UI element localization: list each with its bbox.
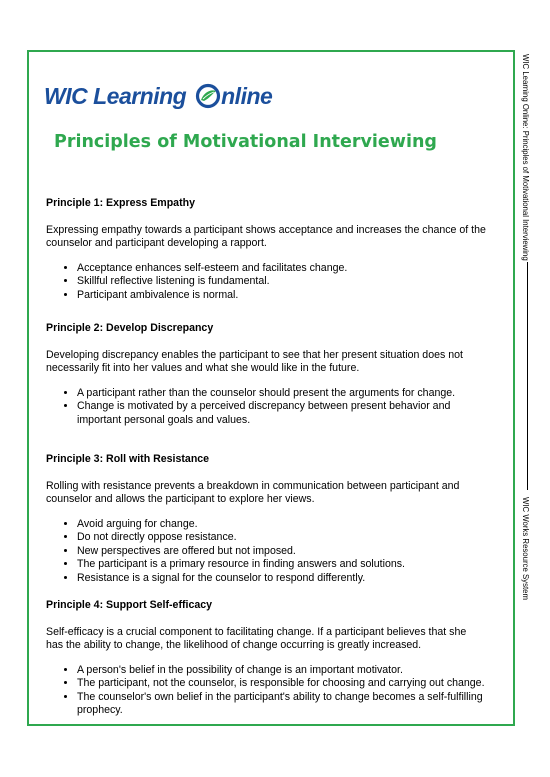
principle-bullet-list [46, 262, 486, 303]
principle-heading: Principle 2: Develop Discrepancy [46, 322, 214, 334]
principle-description: Self-efficacy is a crucial component to facilitating change. If a participant believes that she has the ability to change, the likelihood of change occurring is greatly increased. [46, 625, 467, 651]
bullet-item: • Skillful reflective listening is fundamental. [77, 275, 486, 289]
logo-text-first: WIC Learning [44, 82, 193, 109]
principle-bullet-list [46, 518, 486, 586]
sidebar-document-title: WIC Learning Online: Principles of Motivational Interviewing [521, 54, 530, 261]
principle-heading: Principle 1: Express Empathy [46, 197, 195, 209]
principle-section [46, 453, 486, 585]
bullet-item: • Change is motivated by a perceived discrepancy between present behavior and important personal goals and values. [77, 400, 486, 427]
principle-description: Expressing empathy towards a participant shows acceptance and increases the chance of the counselor and participant developing a rapport. [46, 223, 486, 249]
principle-description: Developing discrepancy enables the participant to see that her present situation does not necessarily fit into her values and what she would like in the future. [46, 348, 463, 374]
logo-o-leaf-icon [195, 83, 221, 109]
page-title: Principles of Motivational Interviewing [54, 132, 437, 152]
bullet-item: • Participant ambivalence is normal. [77, 289, 486, 303]
wic-learning-online-logo [44, 80, 272, 112]
logo-text-second: nline [221, 82, 273, 109]
principle-section [46, 599, 486, 718]
principle-section [46, 197, 486, 302]
bullet-item: • A participant rather than the counselor should present the arguments for change. [77, 387, 486, 401]
bullet-item: • Resistance is a signal for the counselor to respond differently. [77, 572, 486, 586]
principle-heading: Principle 3: Roll with Resistance [46, 453, 210, 465]
bullet-item: • The participant, not the counselor, is responsible for choosing and carrying out change. [77, 677, 486, 691]
sidebar-divider-line [527, 262, 528, 490]
sidebar-resource-system: WIC Works Resource System [521, 497, 530, 600]
principle-description: Rolling with resistance prevents a breakdown in communication between participant and counselor and allows the participant to explore her views. [46, 479, 460, 505]
bullet-item: • Avoid arguing for change. [77, 518, 486, 532]
principle-section [46, 322, 486, 427]
principle-heading: Principle 4: Support Self-efficacy [46, 599, 213, 611]
bullet-item: • The participant is a primary resource in finding answers and solutions. [77, 558, 486, 572]
bullet-item: • A person's belief in the possibility of change is an important motivator. [77, 664, 486, 678]
principle-bullet-list [46, 387, 486, 428]
bullet-item: • New perspectives are offered but not imposed. [77, 545, 486, 559]
bullet-item: • Acceptance enhances self-esteem and facilitates change. [77, 262, 486, 276]
principle-bullet-list [46, 664, 486, 718]
bullet-item: • Do not directly oppose resistance. [77, 531, 486, 545]
bullet-item: • The counselor's own belief in the participant's ability to change becomes a self-fulfilling prophecy. [77, 691, 486, 718]
